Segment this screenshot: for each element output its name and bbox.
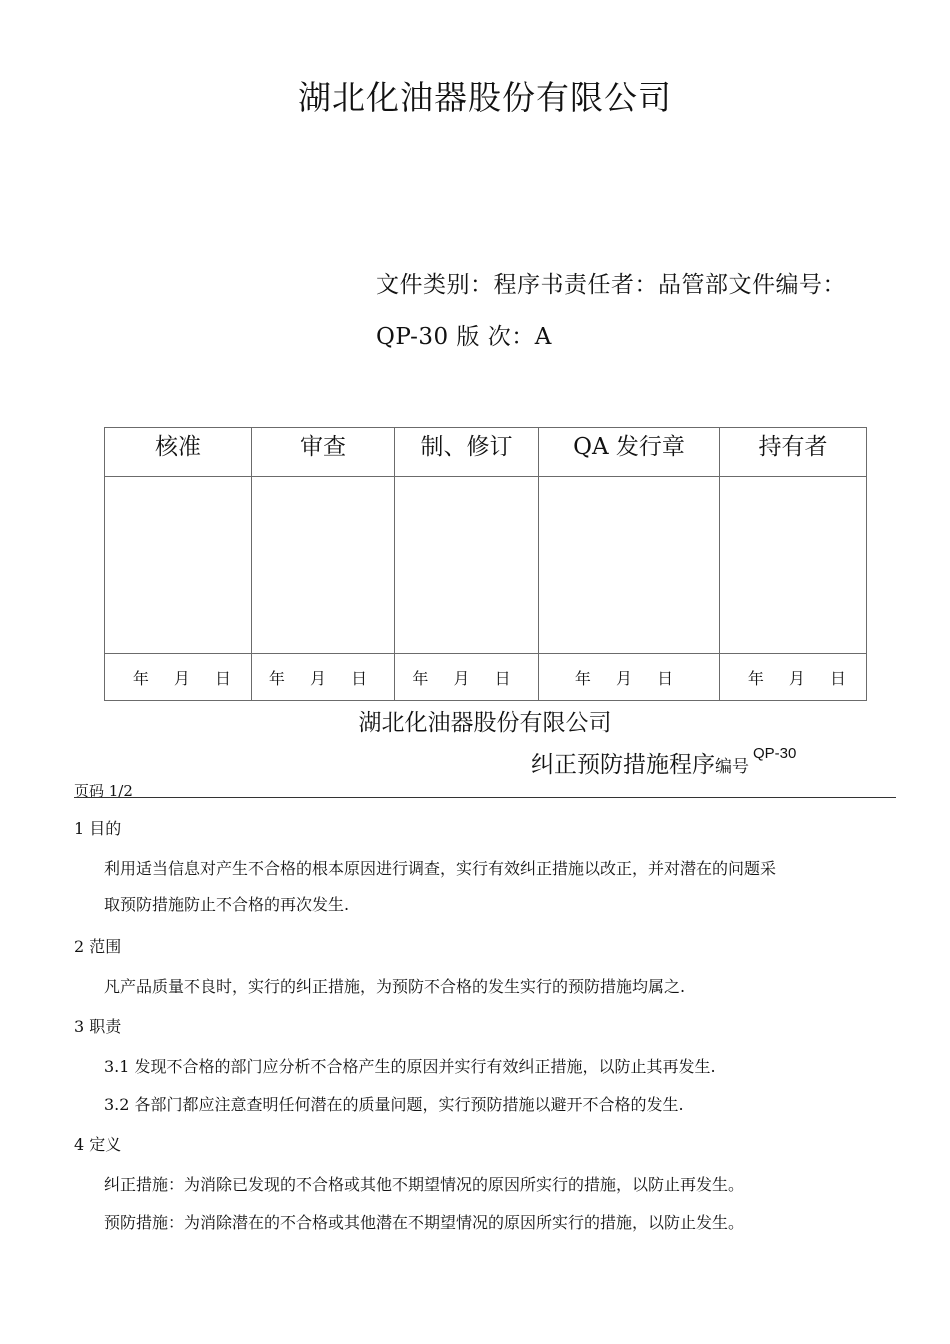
section-text-scope-1: 凡产品质量不良时，实行的纠正措施，为预防不合格的发生实行的预防措施均属之. [104,977,686,996]
signature-cell-holder [720,477,867,654]
procedure-code-value: QP-30 [753,745,797,762]
section-text-responsibility-2: 3.2 各部门都应注意查明任何潜在的质量问题，实行预防措施以避开不合格的发生. [104,1095,684,1114]
company-title: 湖北化油器股份有限公司 [298,78,672,117]
date-cell-review [252,654,395,701]
section-text-purpose-2: 取预防措施防止不合格的再次发生. [104,895,350,914]
signature-cell-revise [395,477,539,654]
date-cell-holder [720,654,867,701]
document-meta-line-1: 文件类别：程序书责任者：品管部文件编号： [376,272,846,298]
header-approve: 核准 [105,428,252,477]
section-title-definition: 4 定义 [74,1135,122,1154]
header-divider [74,797,896,798]
section-text-purpose-1: 利用适当信息对产生不合格的根本原因进行调查，实行有效纠正措施以改正，并对潜在的问题采 [104,859,777,878]
section-title-scope: 2 范围 [74,937,122,956]
date-label: 年 月 日 [412,668,521,688]
approval-header-row [105,428,867,477]
date-cell-qa-stamp [539,654,720,701]
header-holder: 持有者 [720,428,867,477]
approval-table [104,427,867,701]
procedure-header [531,746,796,779]
date-cell-revise [395,654,539,701]
approval-signature-row [105,477,867,654]
section-text-definition-2: 预防措施：为消除潜在的不合格或其他潜在不期望情况的原因所实行的措施，以防止发生。 [104,1213,745,1232]
header-review: 审查 [252,428,395,477]
section-title-responsibility: 3 职责 [74,1017,122,1036]
signature-cell-review [252,477,395,654]
signature-cell-qa-stamp [539,477,720,654]
procedure-name: 纠正预防措施程序 [531,752,715,778]
date-label: 年 月 日 [268,668,378,688]
date-label: 年 月 日 [132,668,241,688]
procedure-code-label: 编号 [715,757,749,777]
section-text-responsibility-1: 3.1 发现不合格的部门应分析不合格产生的原因并实行有效纠正措施，以防止其再发生. [104,1057,716,1076]
section-text-definition-1: 纠正措施：为消除已发现的不合格或其他不期望情况的原因所实行的措施，以防止再发生。 [104,1175,745,1194]
date-cell-approve [105,654,252,701]
page-number: 页码 1/2 [74,782,133,800]
document-meta-line-2: QP-30 版 次：A [376,324,552,350]
header-qa-stamp: QA 发行章 [539,428,720,477]
header-revise: 制、修订 [395,428,539,477]
date-label: 年 月 日 [747,668,856,688]
date-label: 年 月 日 [574,668,684,688]
approval-date-row [105,654,867,701]
sub-company-title: 湖北化油器股份有限公司 [358,710,612,736]
section-title-purpose: 1 目的 [74,819,122,838]
signature-cell-approve [105,477,252,654]
